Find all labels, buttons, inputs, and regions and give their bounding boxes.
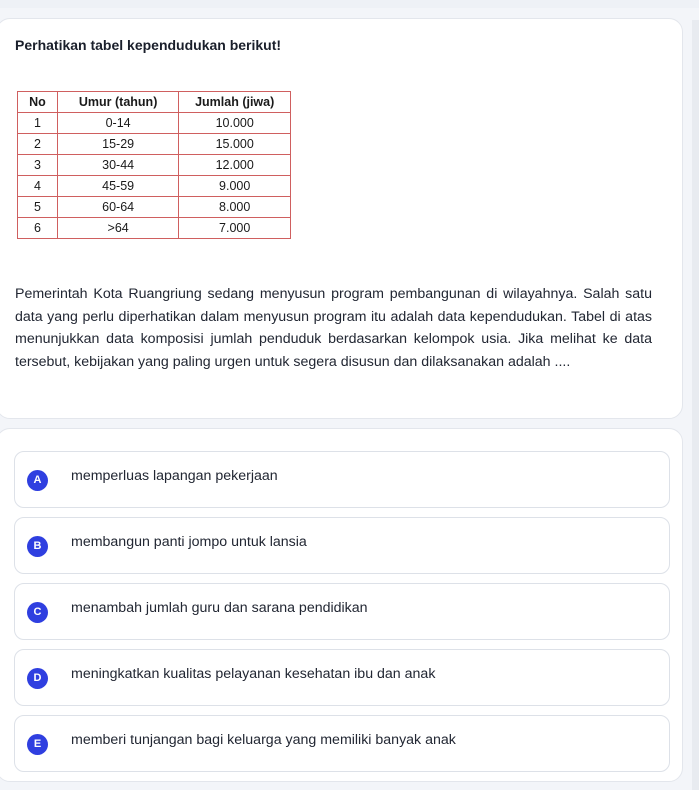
table-cell: 3 [18, 155, 58, 176]
table-header-no: No [18, 92, 58, 113]
table-cell: 9.000 [179, 176, 291, 197]
option-letter-badge: A [27, 470, 48, 491]
option-label: memperluas lapangan pekerjaan [71, 468, 278, 484]
table-cell: 8.000 [179, 197, 291, 218]
table-row [18, 218, 291, 239]
option-label: memberi tunjangan bagi keluarga yang memiliki banyak anak [71, 732, 456, 748]
table-cell: 7.000 [179, 218, 291, 239]
table-cell: 60-64 [57, 197, 179, 218]
option-e[interactable] [14, 715, 670, 772]
table-header-age: Umur (tahun) [57, 92, 179, 113]
table-row [18, 113, 291, 134]
option-letter-badge: C [27, 602, 48, 623]
table-cell: 0-14 [57, 113, 179, 134]
table-cell: 5 [18, 197, 58, 218]
table-header-count: Jumlah (jiwa) [179, 92, 291, 113]
table-cell: 30-44 [57, 155, 179, 176]
table-cell: 1 [18, 113, 58, 134]
table-header-row [18, 92, 291, 113]
option-a[interactable] [14, 451, 670, 508]
option-letter-badge: B [27, 536, 48, 557]
option-c[interactable] [14, 583, 670, 640]
option-label: membangun panti jompo untuk lansia [71, 534, 307, 550]
table-cell: 4 [18, 176, 58, 197]
option-letter-badge: D [27, 668, 48, 689]
table-row [18, 176, 291, 197]
population-table [17, 91, 291, 239]
table-cell: 10.000 [179, 113, 291, 134]
scrollbar[interactable] [692, 20, 699, 790]
table-cell: 15-29 [57, 134, 179, 155]
table-cell: 12.000 [179, 155, 291, 176]
option-d[interactable] [14, 649, 670, 706]
table-cell: 15.000 [179, 134, 291, 155]
question-text: Pemerintah Kota Ruangriung sedang menyusun program pembangunan di wilayahnya. Salah satu data yang perlu diperhatikan dalam menyusun program itu adalah data kependudukan. Tabel di atas menunjukkan data komposisi jumlah penduduk berdasarkan kelompok usia. Jika melihat ke data tersebut, kebijakan yang paling urgen untuk segera disusun dan dilaksanakan adalah .... [15, 286, 652, 370]
table-row [18, 155, 291, 176]
table-cell: 45-59 [57, 176, 179, 197]
table-cell: >64 [57, 218, 179, 239]
option-label: menambah jumlah guru dan sarana pendidikan [71, 600, 368, 616]
option-label: meningkatkan kualitas pelayanan kesehatan ibu dan anak [71, 666, 436, 682]
table-cell: 6 [18, 218, 58, 239]
question-card [0, 18, 683, 419]
table-row [18, 134, 291, 155]
table-row [18, 197, 291, 218]
table-cell: 2 [18, 134, 58, 155]
top-strip [0, 0, 699, 8]
option-letter-badge: E [27, 734, 48, 755]
option-b[interactable] [14, 517, 670, 574]
question-heading: Perhatikan tabel kependudukan berikut! [15, 37, 282, 53]
